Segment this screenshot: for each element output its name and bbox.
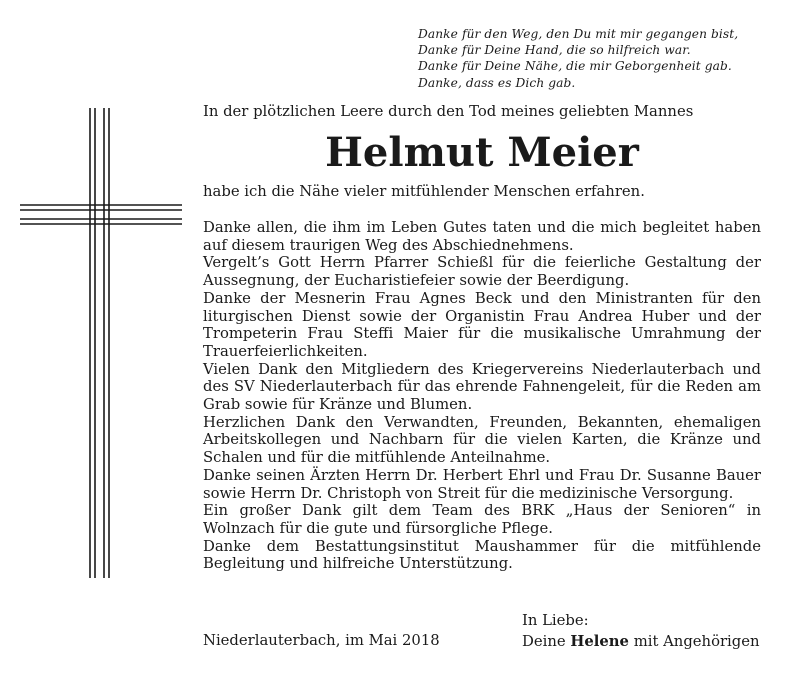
after-name-text: habe ich die Nähe vieler mitfühlender Menschen erfahren. <box>203 183 645 200</box>
thanks-paragraph: Danke seinen Ärzten Herrn Dr. Herbert Ehrl und Frau Dr. Susanne Bauer sowie Herrn Dr. Christoph von Streit für die medizinische Versorgung. <box>203 466 761 502</box>
thanks-paragraph: Danke dem Bestattungsinstitut Maushammer für die mitfühlende Begleitung und hilfreiche Unterstützung. <box>203 537 761 573</box>
poem-line: Danke für den Weg, den Du mit mir gegangen bist, <box>418 27 739 41</box>
thanks-paragraph: Danke allen, die ihm im Leben Gutes taten und die mich begleitet haben auf diesem traurigen Weg des Abschiednehmens. <box>203 219 761 254</box>
thanks-body <box>203 219 761 573</box>
thanks-paragraph: Vielen Dank den Mitgliedern des Kriegervereins Niederlauterbach und des SV Niederlauterbach für das ehrende Fahnengeleit, für die Reden am Grab sowie für Kränze und Blumen. <box>203 360 761 414</box>
poem-line: Danke, dass es Dich gab. <box>418 75 576 90</box>
thanks-paragraph: Ein großer Dank gilt dem Team des BRK „Haus der Senioren“ in Wolnzach für die gute und fürsorgliche Pflege. <box>203 502 761 537</box>
cross-icon <box>20 108 190 578</box>
poem <box>418 26 778 91</box>
poem-line: Danke für Deine Hand, die so hilfreich war. <box>418 43 691 58</box>
signature-suffix: mit Angehörigen <box>633 633 760 650</box>
signature <box>522 610 760 652</box>
thanks-paragraph: Herzlichen Dank den Verwandten, Freunden, Bekannten, ehemaligen Arbeitskollegen und Nachbarn für die vielen Karten, die Kränze und Schalen und für die mitfühlende Anteilnahme. <box>203 413 761 467</box>
poem-line: Danke für Deine Nähe, die mir Geborgenheit gab. <box>418 59 732 74</box>
signature-name: Helene <box>570 633 629 650</box>
deceased-name: Helmut Meier <box>325 129 639 176</box>
intro-text: In der plötzlichen Leere durch den Tod meines geliebten Mannes <box>203 103 694 120</box>
thanks-paragraph: Vergelt’s Gott Herrn Pfarrer Schießl für die feierliche Gestaltung der Aussegnung, der Eucharistiefeier sowie der Beerdigung. <box>203 254 761 290</box>
signature-line1: In Liebe: <box>522 612 589 629</box>
thanks-paragraph: Danke der Mesnerin Frau Agnes Beck und den Ministranten für den liturgischen Dienst sowie der Organistin Frau Andrea Huber und der Trompeterin Frau Steffi Maier für die musikalische Umrahmung der Trauerfeierlichkeiten. <box>203 289 761 360</box>
place-date: Niederlauterbach, im Mai 2018 <box>203 632 440 649</box>
signature-prefix: Deine <box>522 633 566 650</box>
signature-line2 <box>522 631 760 652</box>
